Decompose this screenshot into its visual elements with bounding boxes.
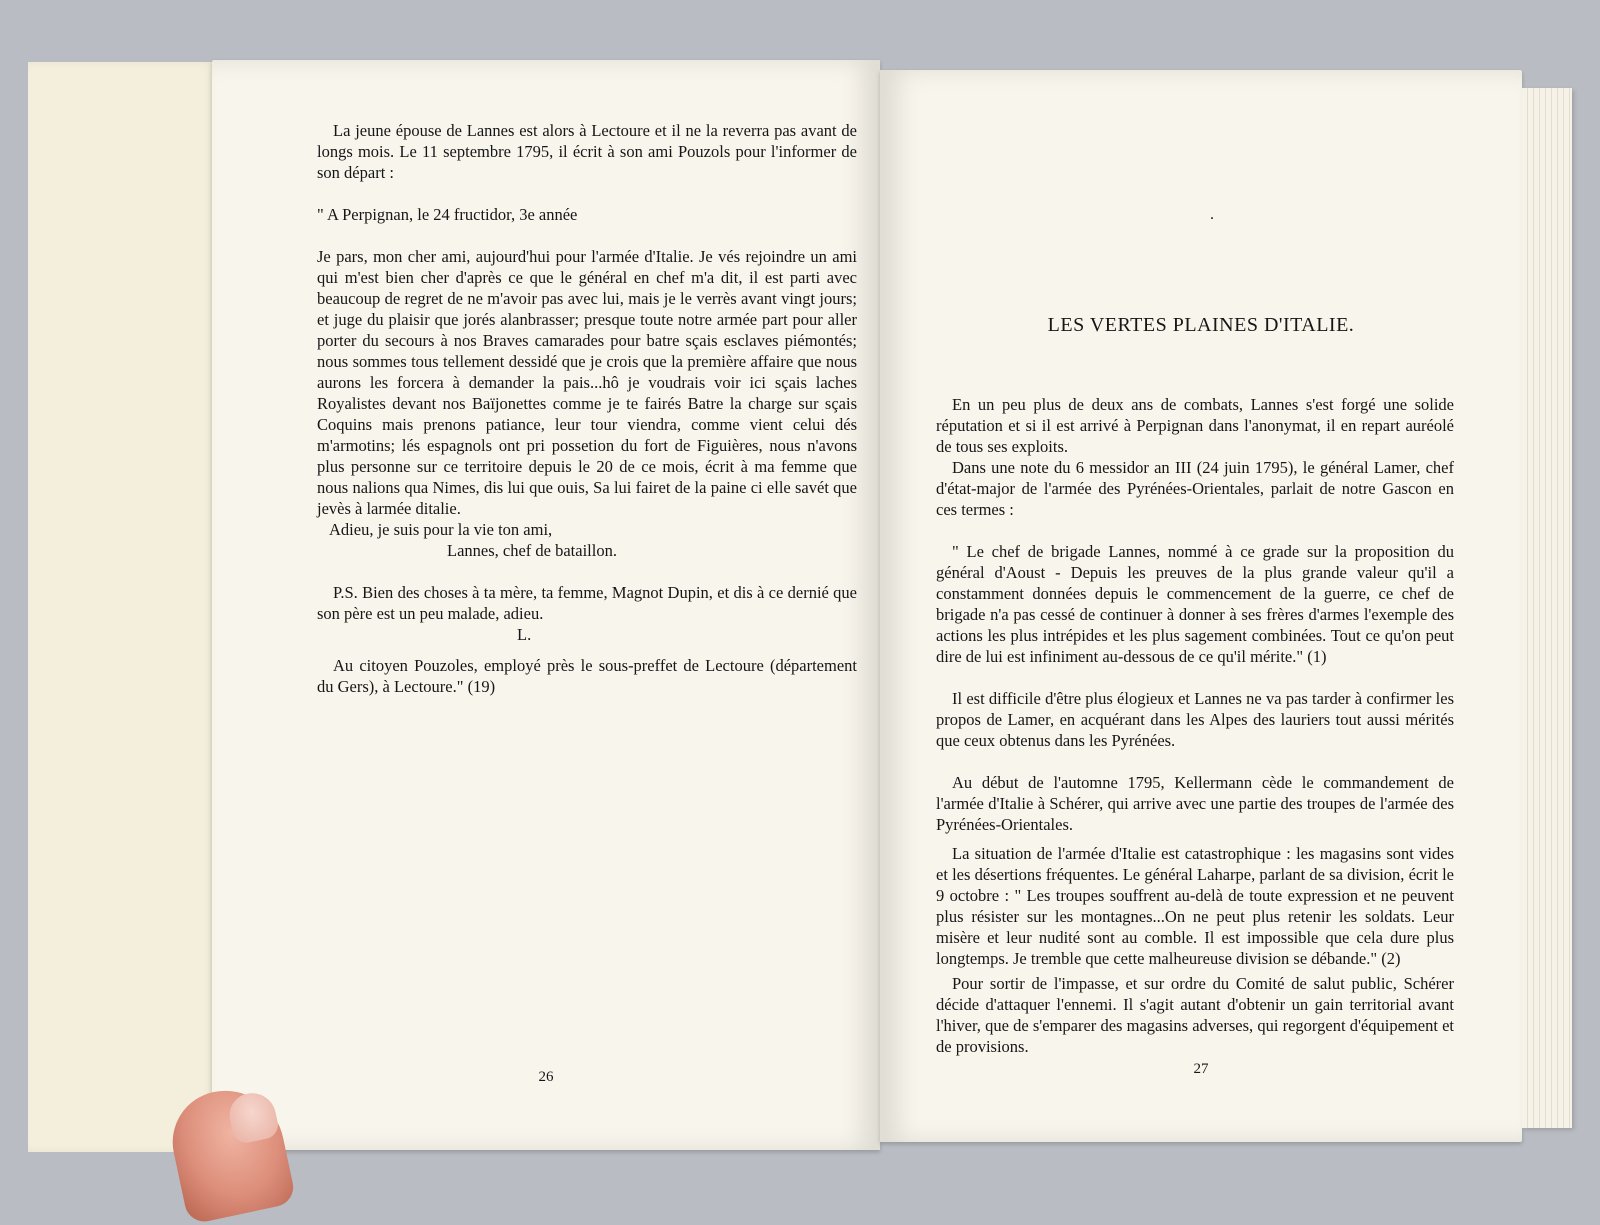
page-number-right: 27 bbox=[1193, 1061, 1209, 1077]
quote-paragraph: " Le chef de brigade Lannes, nommé à ce grade sur la proposition du général d'Aoust - Depuis les preuves de la plus grande valeur qu'il a constamment données depuis le commencement de la guerre, ce chef de brigade n'a pas cessé de continuer à donner à ses frères d'armes l'exemple des actions les plus intrépides et les plus sagement combinées. Tout ce qu'on peut dire de lui est infiniment au-dessous de ce qu'il mérite." (1) bbox=[936, 542, 1454, 666]
postscript-initial: L. bbox=[517, 625, 532, 644]
paragraph-6: Pour sortir de l'impasse, et sur ordre du Comité de salut public, Schérer décide d'attaquer l'ennemi. Il s'agit autant d'obtenir un gain territorial avant l'hiver, que de s'emparer des magasins adverses, qui regorgent d'équipement et de provisions. bbox=[936, 974, 1454, 1056]
letter-signature: Lannes, chef de bataillon. bbox=[447, 541, 617, 560]
paragraph-5: La situation de l'armée d'Italie est catastrophique : les magasins sont vides et les désertions fréquentes. Le général Laharpe, parlant de sa division, écrit le 9 octobre : " Les troupes souffrent au-delà de toute expression et ne peuvent plus résister sur les montagnes...On ne peut plus retenir les soldats. Leur misère et leur nudité sont au comble. Il est impossible que cela dure plus longtemps. Je tremble que cette malheureuse division se débande." (2) bbox=[936, 844, 1454, 968]
stray-mark: . bbox=[1210, 206, 1214, 223]
paragraph-2: Dans une note du 6 messidor an III (24 juin 1795), le général Lamer, chef d'état-major de l'armée des Pyrénées-Orientales, parlait de notre Gascon en ces termes : bbox=[936, 458, 1454, 519]
paragraph-3: Il est difficile d'être plus élogieux et Lannes ne va pas tarder à confirmer les propos de Lamer, en acquérant dans les Alpes des lauriers tout aussi mérités que ceux obtenus dans les Pyrénées. bbox=[936, 689, 1454, 750]
page-number-left: 26 bbox=[538, 1069, 554, 1085]
right-page-text bbox=[936, 394, 1454, 1057]
letter-address: Au citoyen Pouzoles, employé près le sous-preffet de Lectoure (département du Gers), à Lectoure." (19) bbox=[317, 656, 857, 696]
paragraph-4: Au début de l'automne 1795, Kellermann cède le commandement de l'armée d'Italie à Schérer, qui arrive avec une partie des troupes de l'armée des Pyrénées-Orientales. bbox=[936, 773, 1454, 834]
intro-paragraph: La jeune épouse de Lannes est alors à Lectoure et il ne la reverra pas avant de longs mois. Le 11 septembre 1795, il écrit à son ami Pouzols pour l'informer de son départ : bbox=[317, 121, 857, 182]
left-page-text bbox=[317, 120, 857, 697]
letter-heading: " A Perpignan, le 24 fructidor, 3e année bbox=[317, 205, 578, 224]
letter-body: Je pars, mon cher ami, aujourd'hui pour l'armée d'Italie. Je vés rejoindre un ami qui m'est bien cher d'après ce que le général en chef m'a dit, il est parti avec beaucoup de regret de ne m'avoir pas avec lui, mais je le verrès avant vingt jours; et juge du plaisir que jorés alanbrasser; presque toute notre armée part pour aller porter du secours à nos Braves camarades pour batre sçais esclaves piémontés; nous sommes tous tellement dessidé que je crois que la première affaire que nous aurons les forcera à demander la pais...hô je voudrais voir ici sçais laches Royalistes devant nos Baïjonettes comme je te fairés Batre la charge sur sçais Coquins mais prenons patiance, leur tour viendra, comme vient celui dés m'armotins; lés espagnols ont pri possetion du fort de Figuières, nous n'avons plus personne sur ce territoire depuis le 20 de ce mois, écrit à ma femme que nous nalions qua Nimes, dis lui que ouis, Sa lui fairet de la paine ci elle savét que jevès à larmée ditalie. bbox=[317, 247, 857, 518]
chapter-title: LES VERTES PLAINES D'ITALIE. bbox=[1047, 314, 1355, 336]
left-page bbox=[212, 60, 880, 1150]
postscript: P.S. Bien des choses à ta mère, ta femme, Magnot Dupin, et dis à ce dernié que son père est un peu malade, adieu. bbox=[317, 583, 857, 623]
letter-farewell: Adieu, je suis pour la vie ton ami, bbox=[329, 520, 553, 539]
page-edges bbox=[1522, 88, 1572, 1128]
paragraph-1: En un peu plus de deux ans de combats, Lannes s'est forgé une solide réputation et si il est arrivé à Perpignan dans l'anonymat, il en repart auréolé de tous ses exploits. bbox=[936, 395, 1454, 456]
dust-jacket-flap bbox=[28, 62, 216, 1152]
right-page bbox=[880, 70, 1522, 1142]
